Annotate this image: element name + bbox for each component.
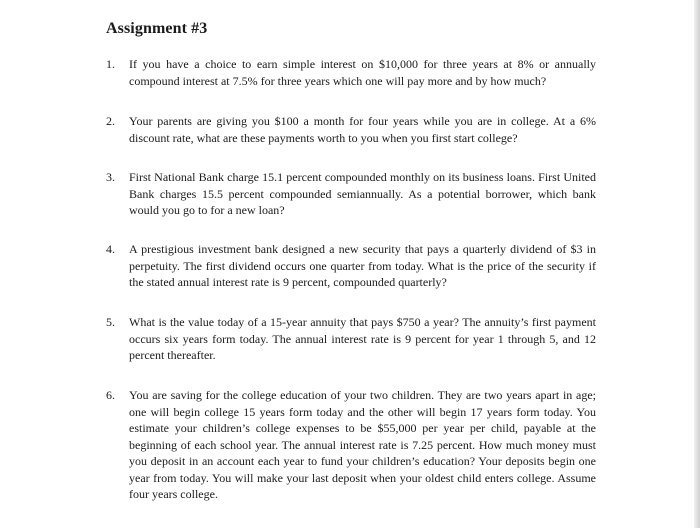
question-number: 4. xyxy=(106,242,115,256)
question-text: A prestigious investment bank designed a new security that pays a quarterly dividend of $3 in perpetuity. The first dividend occurs one quarter from today. What is the price of the security if the stated annual interest rate is 9 percent, compounded quarterly? xyxy=(129,242,596,289)
question-text: You are saving for the college education of your two children. They are two years apart in age; one will begin college 15 years form today and the other will begin 17 years form today. You estimate your children’s college expenses to be $55,000 per year per child, payable at the beginning of each school year. The annual interest rate is 7.25 percent. How much money must you deposit in an account each year to fund your children’s education? Your deposits begin one year from today. You will make your last deposit when your oldest child enters college. Assume four years college. xyxy=(129,388,596,501)
question-text: First National Bank charge 15.1 percent compounded monthly on its business loans. First United Bank charges 15.5 percent compounded semiannually. As a potential borrower, which bank would you go to for a new loan? xyxy=(129,170,596,217)
question-number: 3. xyxy=(106,170,115,184)
question-number: 6. xyxy=(106,388,115,402)
question-text: If you have a choice to earn simple interest on $10,000 for three years at 8% or annually compound interest at 7.5% for three years which one will pay more and by how much? xyxy=(129,57,596,88)
page-title: Assignment #3 xyxy=(106,20,208,37)
question-text: What is the value today of a 15-year annuity that pays $750 a year? The annuity’s first payment occurs six years form today. The annual interest rate is 9 percent for year 1 through 5, and 12 percent thereafter. xyxy=(129,315,596,362)
question-number: 2. xyxy=(106,114,115,128)
question-number: 1. xyxy=(106,57,115,71)
question-text: Your parents are giving you $100 a month for four years while you are in college. At a 6% discount rate, what are these payments worth to you when you first start college? xyxy=(129,114,596,145)
page-edge xyxy=(694,0,700,528)
question-number: 5. xyxy=(106,315,115,329)
